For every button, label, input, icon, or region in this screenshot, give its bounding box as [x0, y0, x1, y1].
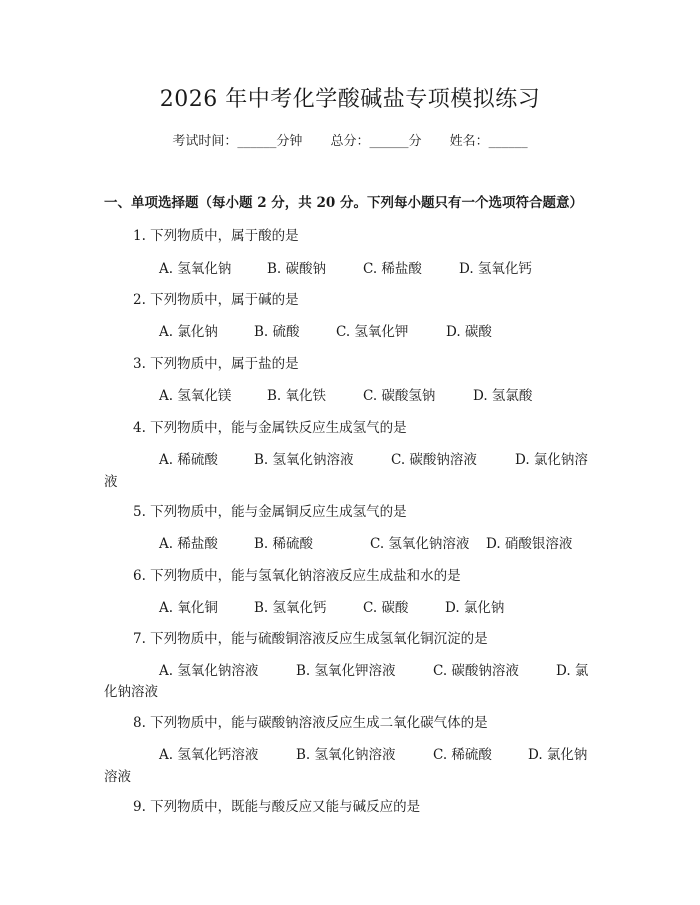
- option-row: [159, 257, 596, 277]
- option-wrap: 液: [104, 474, 118, 490]
- option: C. 碳酸钠溶液: [433, 663, 519, 679]
- option: C. 碳酸氢钠: [363, 388, 436, 404]
- option-row: [159, 743, 596, 763]
- exam-score: 总分：______分: [330, 134, 422, 149]
- option: D. 氯化钠: [445, 600, 505, 616]
- option: A. 稀盐酸: [159, 536, 218, 552]
- option: C. 碳酸钠溶液: [391, 452, 477, 468]
- option: D. 氢氧化钙: [459, 261, 532, 277]
- option: C. 碳酸: [363, 600, 409, 616]
- option: D. 氢氯酸: [473, 388, 533, 404]
- option: A. 稀硫酸: [159, 452, 218, 468]
- option: B. 氢氧化钠溶液: [254, 452, 354, 468]
- section-header: 一、单项选择题（每小题 2 分，共 20 分。下列每小题只有一个选项符合题意）: [104, 195, 583, 211]
- question-stem: 8. 下列物质中，能与碳酸钠溶液反应生成二氧化碳气体的是: [133, 715, 488, 731]
- option: D. 氯: [556, 663, 589, 679]
- option-row: [159, 596, 596, 616]
- option: D. 硝酸银溶液: [486, 536, 573, 552]
- option: A. 氢氧化钠溶液: [159, 663, 259, 679]
- option: A. 氢氧化镁: [159, 388, 232, 404]
- question-stem: 9. 下列物质中，既能与酸反应又能与碱反应的是: [133, 799, 421, 815]
- option-row: [159, 659, 596, 679]
- question-stem: 6. 下列物质中，能与氢氧化钠溶液反应生成盐和水的是: [133, 568, 461, 584]
- option-row: [159, 532, 596, 552]
- question-stem: 7. 下列物质中，能与硫酸铜溶液反应生成氢氧化铜沉淀的是: [133, 631, 488, 647]
- option: A. 氯化钠: [159, 324, 218, 340]
- question-stem: 5. 下列物质中，能与金属铜反应生成氢气的是: [133, 504, 407, 520]
- option: A. 氧化铜: [159, 600, 218, 616]
- option: D. 碳酸: [446, 324, 492, 340]
- option: C. 稀硫酸: [433, 747, 492, 763]
- option: C. 稀盐酸: [363, 261, 422, 277]
- option: B. 稀硫酸: [254, 536, 314, 552]
- option-wrap: 化钠溶液: [104, 684, 158, 700]
- option-row: [159, 320, 596, 340]
- option: C. 氢氧化钾: [336, 324, 409, 340]
- option: B. 氧化铁: [267, 388, 327, 404]
- option: B. 氢氧化钠溶液: [296, 747, 396, 763]
- question-stem: 3. 下列物质中，属于盐的是: [133, 356, 299, 372]
- option: B. 碳酸钠: [267, 261, 327, 277]
- question-stem: 1. 下列物质中，属于酸的是: [133, 228, 299, 244]
- option: D. 氯化钠: [528, 747, 588, 763]
- option: D. 氯化钠溶: [515, 452, 588, 468]
- option-row: [159, 384, 596, 404]
- exam-meta: [0, 130, 700, 149]
- exam-time: 考试时间：______分钟: [172, 134, 303, 149]
- option: B. 硫酸: [254, 324, 300, 340]
- question-stem: 4. 下列物质中，能与金属铁反应生成氢气的是: [133, 420, 407, 436]
- option: B. 氢氧化钾溶液: [296, 663, 396, 679]
- option: A. 氢氧化钙溶液: [159, 747, 259, 763]
- student-name: 姓名：______: [449, 134, 528, 149]
- option-wrap: 溶液: [104, 769, 131, 785]
- option: A. 氢氧化钠: [159, 261, 232, 277]
- option: B. 氢氧化钙: [254, 600, 327, 616]
- page-title: 2026 年中考化学酸碱盐专项模拟练习: [159, 87, 541, 112]
- option-row: [159, 448, 596, 468]
- question-stem: 2. 下列物质中，属于碱的是: [133, 292, 299, 308]
- option: C. 氢氧化钠溶液: [370, 536, 470, 552]
